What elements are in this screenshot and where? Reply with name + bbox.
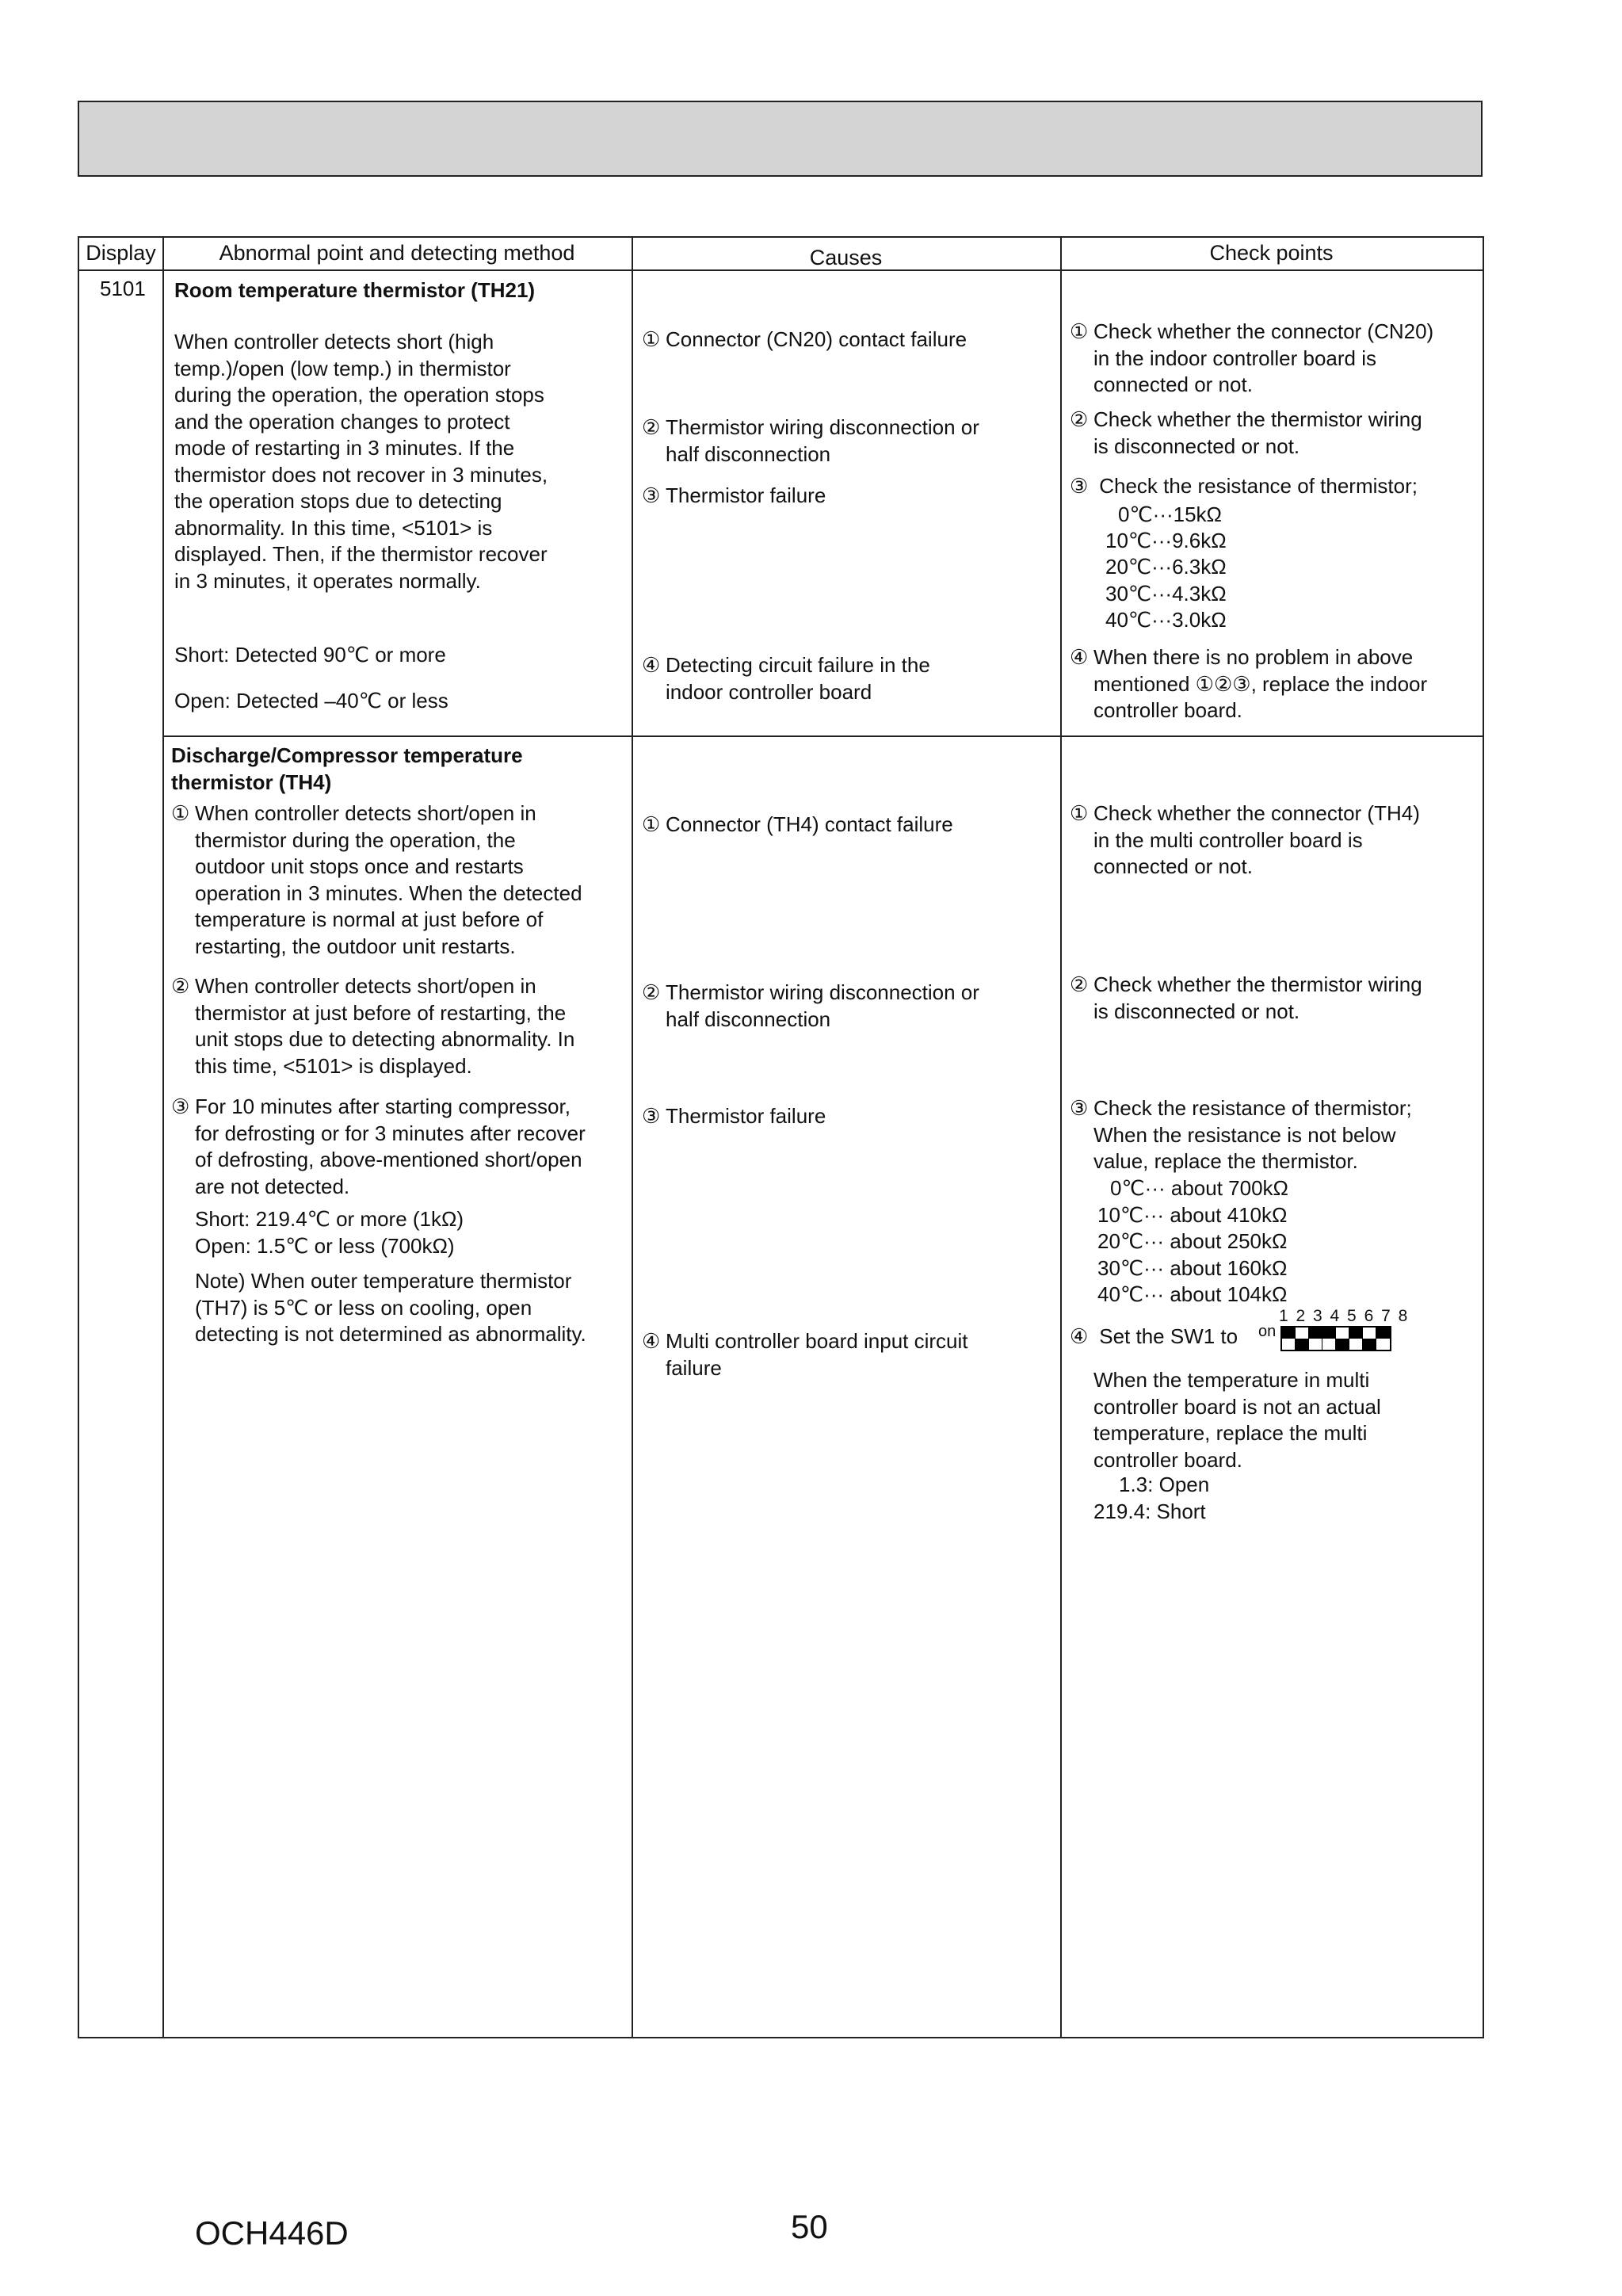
section1-description: When controller detects short (high temp.)/open (low temp.) in thermistor during the operation, the operation stops and the operation changes to protect mode of restarting in 3 minutes. If the thermistor does not recover in 3 minutes, the operation stops due to detecting abnormality. In this time, <5101> is displayed. Then, if the thermistor recover in 3 minutes, it operates normally.: [174, 330, 548, 593]
dip-switch-5: [1336, 1328, 1349, 1350]
col-divider: [1060, 238, 1062, 2037]
section2-thresholds: Short: 219.4℃ or more (1kΩ) Open: 1.5℃ or less (700kΩ): [195, 1207, 464, 1258]
col-divider: [162, 238, 164, 2037]
s2-cause-2: ② Thermistor wiring disconnection or half disconnection: [642, 980, 979, 1031]
s2-check-2: ② Check whether the thermistor wiring is disconnected or not.: [1070, 972, 1422, 1023]
s1-cause-2: ② Thermistor wiring disconnection or half disconnection: [642, 415, 979, 466]
dip-switch-8: [1376, 1328, 1390, 1350]
troubleshooting-table: [78, 236, 1484, 2038]
dip-switch-7: [1363, 1328, 1376, 1350]
s2-check-3: ③ Check the resistance of thermistor; When the resistance is not below value, replace the thermistor.: [1070, 1096, 1412, 1173]
col-divider: [632, 238, 633, 2037]
section2-condition-3: ③ For 10 minutes after starting compressor, for defrosting or for 3 minutes after recover of defrosting, above-mentioned short/open are not detected.: [171, 1095, 586, 1198]
s2-open-short: 1.3: Open 219.4: Short: [1093, 1473, 1210, 1523]
s2-check-1: ① Check whether the connector (TH4) in the multi controller board is connected or not.: [1070, 801, 1420, 878]
s2-check-4: ④ Set the SW1 to: [1070, 1324, 1238, 1348]
sw1-dip-switch: [1258, 1307, 1409, 1351]
header-causes: Causes: [809, 246, 883, 269]
s1-cause-3: ③ Thermistor failure: [642, 483, 826, 507]
s2-cause-1: ① Connector (TH4) contact failure: [642, 812, 953, 836]
s1-cause-4: ④ Detecting circuit failure in the indoor controller board: [642, 653, 930, 704]
s1-check-1: ① Check whether the connector (CN20) in the indoor controller board is connected or not.: [1070, 319, 1434, 396]
section2-condition-1: ① When controller detects short/open in thermistor during the operation, the outdoor unit stops once and restarts operation in 3 minutes. When the detected temperature is normal at just before of restarting, the outdoor unit restarts.: [171, 801, 582, 958]
s2-cause-3: ③ Thermistor failure: [642, 1104, 826, 1128]
s1-check-2: ② Check whether the thermistor wiring is disconnected or not.: [1070, 407, 1422, 458]
section2-note: Note) When outer temperature thermistor (TH7) is 5℃ or less on cooling, open detecting is not determined as abnormality.: [195, 1269, 586, 1346]
dip-on-label: on: [1258, 1323, 1277, 1340]
section1-short: Short: Detected 90℃ or more: [174, 643, 446, 667]
s2-resistance-values: 0℃··· about 700kΩ 10℃··· about 410kΩ 20℃··· about 250kΩ 30℃··· about 160kΩ 40℃··· about 104kΩ: [1097, 1176, 1288, 1306]
s1-cause-1: ① Connector (CN20) contact failure: [642, 327, 967, 351]
dip-switch-1: [1282, 1328, 1296, 1350]
header-display: Display: [86, 241, 156, 265]
section2-condition-2: ② When controller detects short/open in thermistor at just before of restarting, the unit stops due to detecting abnormality. In this time, <5101> is displayed.: [171, 974, 575, 1078]
footer-model: OCH446D: [195, 2214, 349, 2252]
dip-switch-4: [1322, 1328, 1336, 1350]
header-banner: [78, 101, 1483, 177]
s1-check-3: ③ Check the resistance of thermistor;: [1070, 474, 1418, 498]
page-number: 50: [791, 2208, 828, 2245]
dip-switch-body: [1280, 1326, 1391, 1351]
section2-title: Discharge/Compressor temperature thermistor (TH4): [171, 743, 523, 794]
dip-switch-6: [1349, 1328, 1363, 1350]
error-code: 5101: [100, 277, 146, 300]
s1-resistance-values: 0℃···15kΩ 10℃···9.6kΩ 20℃···6.3kΩ 30℃···4.3kΩ 40℃···3.0kΩ: [1105, 502, 1227, 632]
s1-check-4: ④ When there is no problem in above mentioned ①②③, replace the indoor controller board.: [1070, 645, 1428, 722]
section1-open: Open: Detected –40℃ or less: [174, 689, 448, 712]
dip-switch-numbers: 1 2 3 4 5 6 7 8: [1279, 1307, 1410, 1325]
dip-switch-3: [1309, 1328, 1322, 1350]
s2-check-4-detail: When the temperature in multi controller board is not an actual temperature, replace the multi controller board.: [1093, 1368, 1381, 1472]
row-divider: [162, 735, 1483, 737]
header-abnormal: Abnormal point and detecting method: [219, 241, 575, 265]
s2-cause-4: ④ Multi controller board input circuit failure: [642, 1329, 968, 1380]
section1-title: Room temperature thermistor (TH21): [174, 278, 536, 302]
dip-switch-2: [1296, 1328, 1309, 1350]
header-check: Check points: [1209, 241, 1334, 265]
